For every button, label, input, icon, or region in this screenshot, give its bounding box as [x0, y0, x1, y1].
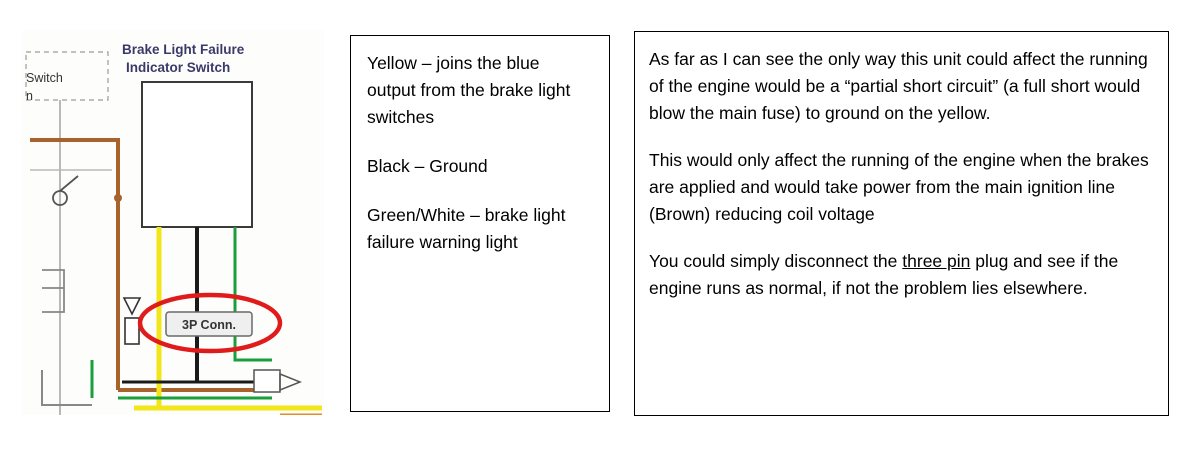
notes-paragraph-3 — [649, 248, 1152, 302]
diagram-left-label-line2: n — [26, 89, 33, 103]
connector-label: 3P Conn. — [182, 318, 236, 332]
notes-paragraph-1 — [649, 46, 1152, 127]
three-pin-connector — [166, 312, 252, 336]
diagram-left-label-line1: Switch — [26, 71, 63, 85]
notes-p3-text-before: You could simply disconnect the — [649, 251, 903, 271]
legend-item-yellow: Yellow – joins the blue output from the brake light switches — [367, 53, 571, 127]
notes-p3-text-after: plug and see if the engine runs as normal, if not the problem lies elsewhere. — [649, 251, 1119, 298]
wire-legend-box — [350, 35, 610, 412]
diagram-title-line2: Indicator Switch — [126, 60, 231, 75]
legend-item-green-white: Green/White – brake light failure warning light — [367, 205, 566, 252]
notes-paragraph-2 — [649, 147, 1152, 228]
notes-box — [634, 31, 1169, 416]
diagram-title-line1: Brake Light Failure — [122, 42, 245, 57]
notes-p1-text: As far as I can see the only way this unit could affect the running of the engine would be a “partial short circuit” (a full short would blow the main fuse) to ground on the yellow. — [649, 49, 1148, 123]
notes-p2-text: This would only affect the running of the engine when the brakes are applied and would take power from the main ignition line (Brown) reducing coil voltage — [649, 150, 1149, 224]
three-pin-underlined-text: three pin — [902, 251, 971, 271]
wiring-diagram-image — [22, 30, 324, 415]
legend-item-black: Black – Ground — [367, 156, 488, 176]
